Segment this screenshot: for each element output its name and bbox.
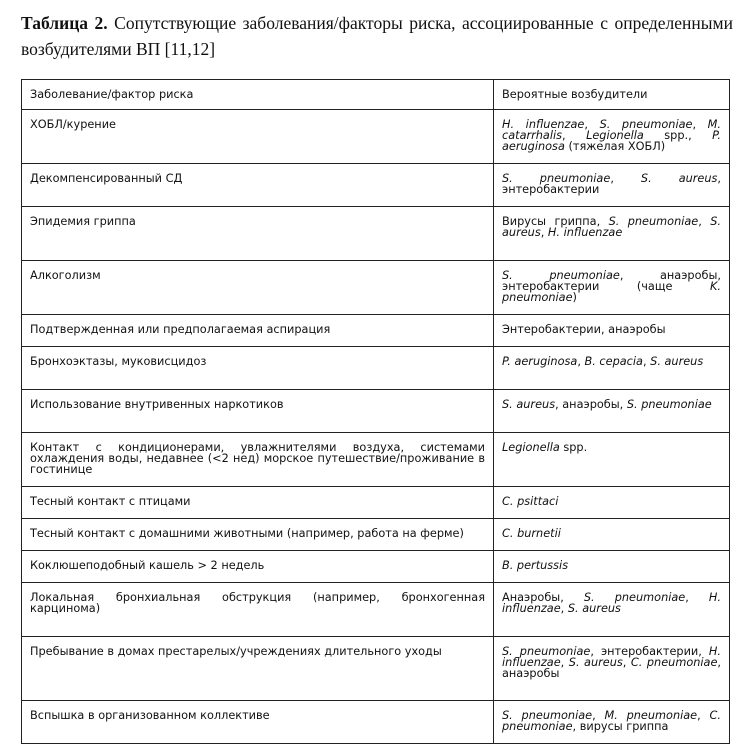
table-row bbox=[22, 701, 730, 744]
factor-cell: Коклюшеподобный кашель > 2 недель bbox=[22, 551, 494, 583]
pathogens-cell: S. pneumoniae, энтеробактерии, H. influenzae, S. aureus, C. pneumoniae, анаэробы bbox=[494, 637, 730, 701]
factor-cell: Декомпенсированный СД bbox=[22, 164, 494, 207]
header-factor: Заболевание/фактор риска bbox=[22, 80, 494, 110]
table-row bbox=[22, 487, 730, 519]
pathogens-cell: S. pneumoniae, S. aureus, энтеробактерии bbox=[494, 164, 730, 207]
factor-cell: Пребывание в домах престарелых/учреждениях длительного уходы bbox=[22, 637, 494, 701]
pathogens-cell: B. pertussis bbox=[494, 551, 730, 583]
pathogens-cell: S. aureus, анаэробы, S. pneumoniae bbox=[494, 390, 730, 433]
caption-label: Таблица 2. bbox=[21, 13, 108, 33]
factor-cell: Использование внутривенных наркотиков bbox=[22, 390, 494, 433]
pathogens-cell: S. pneumoniae, анаэробы, энтеробактерии (чаще K. pneumoniae) bbox=[494, 261, 730, 315]
pathogens-cell: C. burnetii bbox=[494, 519, 730, 551]
pathogens-cell: P. aeruginosa, B. cepacia, S. aureus bbox=[494, 347, 730, 390]
table-row bbox=[22, 207, 730, 261]
factor-cell: Подтвержденная или предполагаемая аспирация bbox=[22, 315, 494, 347]
pathogens-cell: H. influenzae, S. pneumoniae, M. catarrhalis, Legionella spp., P. aeruginosa (тяжелая ХОБЛ) bbox=[494, 110, 730, 164]
factor-cell: Тесный контакт с домашними животными (например, работа на ферме) bbox=[22, 519, 494, 551]
table-header-row bbox=[22, 80, 730, 110]
table-row bbox=[22, 390, 730, 433]
table-row bbox=[22, 551, 730, 583]
header-pathogens: Вероятные возбудители bbox=[494, 80, 730, 110]
table-row bbox=[22, 347, 730, 390]
table-row bbox=[22, 261, 730, 315]
pathogens-cell: Энтеробактерии, анаэробы bbox=[494, 315, 730, 347]
pathogens-cell: C. psittaci bbox=[494, 487, 730, 519]
table-row bbox=[22, 433, 730, 487]
factor-cell: Тесный контакт с птицами bbox=[22, 487, 494, 519]
table-caption bbox=[21, 10, 733, 62]
table-row bbox=[22, 637, 730, 701]
risk-factors-table bbox=[21, 79, 730, 744]
table-row bbox=[22, 164, 730, 207]
pathogens-cell: S. pneumoniae, M. pneumoniae, C. pneumoniae, вирусы гриппа bbox=[494, 701, 730, 744]
table-row bbox=[22, 110, 730, 164]
table-row bbox=[22, 583, 730, 637]
pathogens-cell: Анаэробы, S. pneumoniae, H. influenzae, S. aureus bbox=[494, 583, 730, 637]
factor-cell: Алкоголизм bbox=[22, 261, 494, 315]
factor-cell: Контакт с кондиционерами, увлажнителями воздуха, системами охлаждения воды, недавнее (<2 нед) морское путешествие/проживание в гостинице bbox=[22, 433, 494, 487]
pathogens-cell: Вирусы гриппа, S. pneumoniae, S. aureus, H. influenzae bbox=[494, 207, 730, 261]
table-row bbox=[22, 519, 730, 551]
factor-cell: Эпидемия гриппа bbox=[22, 207, 494, 261]
factor-cell: Вспышка в организованном коллективе bbox=[22, 701, 494, 744]
caption-text: Сопутствующие заболевания/факторы риска, ассоциированные с определенными возбудителями ВП [11,12] bbox=[21, 13, 733, 59]
factor-cell: Бронхоэктазы, муковисцидоз bbox=[22, 347, 494, 390]
factor-cell: Локальная бронхиальная обструкция (например, бронхогенная карцинома) bbox=[22, 583, 494, 637]
pathogens-cell: Legionella spp. bbox=[494, 433, 730, 487]
factor-cell: ХОБЛ/курение bbox=[22, 110, 494, 164]
table-row bbox=[22, 315, 730, 347]
